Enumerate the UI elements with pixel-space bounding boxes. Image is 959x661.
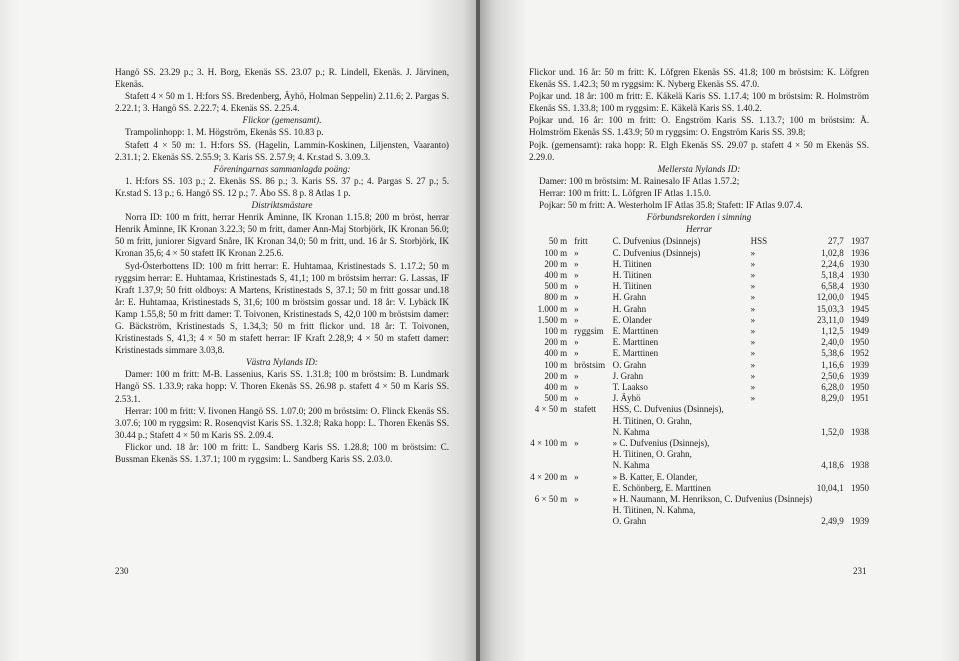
left-page-text (115, 66, 449, 465)
section-heading: Föreningarnas sammanlagda poäng: (213, 163, 351, 174)
record-holder: O. Grahn (612, 359, 647, 370)
relay-year: 1938 (851, 460, 869, 471)
record-event: » (574, 269, 579, 280)
record-time: 5,18,4 (821, 269, 844, 280)
record-year: 1939 (851, 370, 869, 381)
record-distance: 500 m (544, 393, 568, 404)
relay-club-and-team (613, 404, 812, 415)
section-heading: Mellersta Nylands ID: (657, 163, 741, 174)
record-distance: 1.000 m (537, 303, 568, 314)
spacer (529, 449, 571, 460)
relay-year: 1950 (851, 482, 869, 493)
record-event: » (574, 314, 579, 325)
record-time: 15,03,3 (816, 303, 844, 314)
record-club: » (750, 393, 756, 404)
section-heading: Flickor (gemensamt). (242, 115, 322, 126)
record-row (529, 360, 869, 371)
record-club: » (750, 303, 756, 314)
record-distance: 200 m (544, 337, 568, 348)
relay-team-line: H. Tiitinen, N. Kahma, (612, 505, 696, 516)
record-event: » (574, 247, 579, 258)
record-row (529, 371, 869, 382)
record-holder: H. Tiitinen (612, 281, 652, 292)
relay-club: HSS, (612, 404, 632, 415)
spacer (571, 416, 613, 427)
record-event: » (574, 370, 579, 381)
spacer (812, 494, 844, 505)
relay-team-line: N. Kahma (612, 426, 650, 437)
relay-team-line: B. Katter, E. Olander, (619, 471, 698, 482)
relay-row (529, 449, 869, 460)
record-distance: 400 m (544, 348, 568, 359)
spacer (812, 438, 844, 449)
record-year: 1950 (851, 337, 869, 348)
record-club: » (750, 258, 756, 269)
relay-club: » (612, 437, 618, 448)
record-holder: C. Dufvenius (Dsinnejs) (612, 236, 701, 247)
record-event: » (574, 381, 579, 392)
relay-team-line: H. Tiitinen, O. Grahn, (612, 415, 692, 426)
record-club: » (750, 370, 756, 381)
spacer (812, 449, 844, 460)
paragraph: Trampolinhopp: 1. M. Högström, Ekenäs SS. 10.83 p. (125, 127, 324, 138)
paragraph: Pojkar: 50 m fritt: A. Westerholm IF Atlas 35.8; Stafett: IF Atlas 9.07.4. (539, 200, 803, 211)
record-time: 6,58,4 (821, 281, 844, 292)
spacer (812, 416, 844, 427)
right-page-number: 231 (853, 566, 867, 576)
relay-row (529, 516, 869, 527)
record-event: » (574, 258, 579, 269)
spacer (844, 505, 869, 516)
paragraph: Flickor und. 16 år: 50 m fritt: K. Löfgren Ekenäs SS. 41.8; 100 m bröstsim: K. Löfgren Ekenäs SS. 1.42.3; 50 m ryggsim: K. Nyberg Ekenäs SS. 47.0. (529, 67, 869, 90)
record-time: 2,50,6 (821, 370, 844, 381)
record-club: » (750, 247, 756, 258)
record-holder: T. Laakso (612, 381, 648, 392)
right-paragraphs (529, 66, 869, 235)
record-year: 1952 (851, 348, 869, 359)
record-event: » (574, 303, 579, 314)
spacer (844, 404, 869, 415)
spacer (844, 494, 869, 505)
record-year: 1951 (851, 393, 869, 404)
relay-time: 1,52,0 (821, 426, 844, 437)
relay-row (529, 505, 869, 516)
record-time: 6,28,0 (821, 381, 844, 392)
section-heading: Distriktsmästare (251, 200, 313, 211)
record-year: 1936 (851, 247, 869, 258)
paragraph: Pojk. (gemensamt): raka hopp: R. Elgh Ekenäs SS. 29.07 p. stafett 4 × 50 m Ekenäs SS. 2.29.0. (529, 139, 869, 162)
record-year: 1949 (851, 314, 869, 325)
record-distance: 100 m (544, 325, 568, 336)
record-time: 2,40,0 (821, 337, 844, 348)
relay-team-line: C. Dufvenius (Dsinnejs), (619, 437, 710, 448)
record-row (529, 348, 869, 359)
relay-row (529, 416, 869, 427)
relay-team-line: C. Dufvenius (Dsinnejs), (633, 404, 724, 415)
relay-row (529, 404, 869, 415)
record-row (529, 337, 869, 348)
spacer (844, 472, 869, 483)
record-event: bröstsim (574, 359, 606, 370)
right-page-text (529, 66, 869, 528)
relay-distance: 4 × 50 m (534, 404, 568, 415)
relay-row (529, 427, 869, 438)
record-year: 1930 (851, 281, 869, 292)
spacer (844, 449, 869, 460)
record-holder: J. Äyhö (612, 393, 641, 404)
relay-team-line: N. Kahma (612, 460, 650, 471)
paragraph: Damer: 100 m fritt: M-B. Lassenius, Karis SS. 1.31.8; 100 m bröstsim: B. Lundmark Hangö SS. 1.33.9; raka hopp: V. Thoren Ekenäs SS. 26.98 p. stafett 4 × 50 m Karis SS. 2.53.1. (115, 369, 449, 404)
record-row (529, 393, 869, 404)
relay-team-line: H. Tiitinen, O. Grahn, (612, 449, 692, 460)
spacer (571, 483, 613, 494)
relay-row (529, 438, 869, 449)
spacer (812, 505, 844, 516)
spacer (529, 505, 571, 516)
record-holder: J. Grahn (612, 370, 644, 381)
relay-club: » (612, 471, 618, 482)
relay-row (529, 460, 869, 471)
paragraph: Flickor und. 18 år: 100 m fritt: L. Sandberg Karis SS. 1.28.8; 100 m bröstsim: C. Bussman Ekenäs SS. 1.37.1; 100 m ryggsim: L. Sandberg Karis SS. 2.03.0. (115, 441, 449, 464)
record-club: » (750, 348, 756, 359)
spacer (529, 516, 571, 527)
record-time: 27,7 (827, 236, 844, 247)
relay-team-line: E. Schönberg, E. Marttinen (612, 482, 711, 493)
record-club: » (750, 292, 756, 303)
record-holder: E. Olander (612, 314, 652, 325)
relay-club-and-team (613, 472, 812, 483)
relay-time: 4,18,6 (821, 460, 844, 471)
record-distance: 1.500 m (537, 314, 568, 325)
relay-row (529, 472, 869, 483)
relay-year: 1939 (851, 516, 869, 527)
paragraph: Stafett 4 × 50 m 1. H:fors SS. Bredenberg, Äyhö, Holman Seppelin) 2.11.6; 2. Pargas S. 2.22.1; 3. Hangö SS. 2.22.7; 4. Ekenäs SS. 2.25.4. (115, 91, 449, 114)
relay-event: stafett (574, 404, 597, 415)
record-time: 1,16,6 (821, 359, 844, 370)
record-club: » (750, 359, 756, 370)
record-row (529, 326, 869, 337)
relay-event: » (574, 493, 579, 504)
spacer (529, 483, 571, 494)
record-distance: 200 m (544, 258, 568, 269)
record-event: ryggsim (574, 325, 604, 336)
record-year: 1950 (851, 381, 869, 392)
paragraph: Hangö SS. 23.29 p.; 3. H. Borg, Ekenäs SS. 23.07 p.; R. Lindell, Ekenäs. J. Järvinen, Ekenäs. (115, 67, 449, 90)
record-holder: H. Grahn (612, 303, 647, 314)
record-row (529, 315, 869, 326)
record-time: 1,02,8 (821, 247, 844, 258)
section-heading: Västra Nylands ID: (246, 357, 318, 368)
record-holder: H. Tiitinen (612, 258, 652, 269)
relay-club: » (612, 493, 618, 504)
relay-distance: 4 × 200 m (530, 471, 568, 482)
record-holder: H. Tiitinen (612, 269, 652, 280)
record-time: 2,24,6 (821, 258, 844, 269)
relay-row (529, 494, 869, 505)
record-row (529, 281, 869, 292)
relay-row (529, 483, 869, 494)
record-time: 8,29,0 (821, 393, 844, 404)
paragraph: Stafett 4 × 50 m: 1. H:fors SS. (Hagelin, Lammin-Koskinen, Liljensten, Vaaranto) 2.31.1; 2. Ekenäs SS. 2.55.9; 3. Karis SS. 2.57.9; 4. Kr.stad S. 3.09.3. (115, 139, 449, 162)
spacer (529, 427, 571, 438)
record-club: » (750, 269, 756, 280)
record-distance: 500 m (544, 281, 568, 292)
record-row (529, 292, 869, 303)
record-row (529, 304, 869, 315)
relay-event: » (574, 471, 579, 482)
relay-team-line: O. Grahn (612, 516, 647, 527)
record-distance: 100 m (544, 247, 568, 258)
record-holder: E. Marttinen (612, 337, 659, 348)
record-time: 12,00,0 (816, 292, 844, 303)
left-page (0, 0, 477, 661)
record-time: 1,12,5 (821, 325, 844, 336)
relay-time: 2,49,9 (821, 516, 844, 527)
record-holder: E. Marttinen (612, 348, 659, 359)
relay-club-and-team (613, 438, 812, 449)
relay-team-line: H. Naumann, M. Henrikson, C. Dufvenius (Dsinnejs) (619, 493, 813, 504)
record-club: » (750, 281, 756, 292)
paragraph: Herrar: 100 m fritt: V. Iivonen Hangö SS. 1.07.0; 200 m bröstsim: O. Flinck Ekenäs SS. 3.07.6; 100 m ryggsim: R. Rosenqvist Karis SS. 1.32.8; Raka hopp: L. Thoren Ekenäs SS. 30.44 p.; Stafett 4 × 50 m Karis SS. 2.09.4. (115, 405, 449, 440)
spacer (571, 505, 613, 516)
spacer (844, 416, 869, 427)
spacer (529, 416, 571, 427)
record-year: 1939 (851, 359, 869, 370)
record-holder: E. Marttinen (612, 325, 659, 336)
relay-club-and-team (613, 494, 812, 505)
relay-distance: 6 × 50 m (534, 493, 568, 504)
record-row (529, 236, 869, 247)
record-club: » (750, 337, 756, 348)
record-club: » (750, 325, 756, 336)
spacer (571, 449, 613, 460)
record-year: 1945 (851, 292, 869, 303)
record-distance: 400 m (544, 269, 568, 280)
spacer (812, 404, 844, 415)
spacer (571, 460, 613, 471)
record-event: » (574, 292, 579, 303)
spacer (571, 427, 613, 438)
paragraph: Damer: 100 m bröstsim: M. Rainesalo IF Atlas 1.57.2; (539, 175, 740, 186)
record-row (529, 248, 869, 259)
record-club: » (750, 314, 756, 325)
record-event: » (574, 281, 579, 292)
relay-distance: 4 × 100 m (530, 437, 568, 448)
record-club: HSS (750, 236, 768, 247)
record-distance: 50 m (548, 236, 568, 247)
record-holder: C. Dufvenius (Dsinnejs) (612, 247, 701, 258)
paragraph: Pojkar und. 18 år: 100 m fritt: E. Käkelä Karis SS. 1.17.4; 100 m bröstsim: R. Holmström Ekenäs SS. 1.33.8; 100 m ryggsim: E. Käkelä Karis SS. 1.40.2. (529, 91, 869, 114)
record-event: fritt (574, 236, 588, 247)
record-club: » (750, 381, 756, 392)
relay-event: » (574, 437, 579, 448)
record-row (529, 270, 869, 281)
paragraph: Herrar: 100 m fritt: L. Löfgren IF Atlas 1.15.0. (539, 187, 711, 198)
record-row (529, 259, 869, 270)
record-year: 1937 (851, 236, 869, 247)
spacer (571, 516, 613, 527)
right-page (480, 0, 959, 661)
paragraph: 1. H:fors SS. 103 p.; 2. Ekenäs SS. 86 p.; 3. Karis SS. 37 p.; 4. Pargas S. 27 p.; 5. Kr.stad S. 13 p.; 6. Hangö SS. 12 p.; 7. Åbo SS. 8 p. 8 Atlas 1 p. (115, 175, 449, 198)
relay-year: 1938 (851, 426, 869, 437)
record-year: 1949 (851, 325, 869, 336)
record-distance: 400 m (544, 381, 568, 392)
spacer (844, 438, 869, 449)
record-distance: 100 m (544, 359, 568, 370)
record-row (529, 382, 869, 393)
records-table (529, 236, 869, 527)
record-distance: 800 m (544, 292, 568, 303)
spacer (812, 472, 844, 483)
record-year: 1930 (851, 258, 869, 269)
record-time: 23,11,0 (817, 314, 844, 325)
paragraph: Norra ID: 100 m fritt, herrar Henrik Åminne, IK Kronan 1.15.8; 200 m bröst, herrar Henrik Åminne, IK Kronan 3.22.3; 50 m fritt, damer Ann-Maj Storbjörk, IK Kronan 56.0; 50 m fritt, juniorer Sigvard Snåre, IK Kronan 34,0; 50 m fritt, und. 16 år S. Storbjörk, IK Kronan 35,6; 4 × 50 stafett IK Kronan 2.25.6. (115, 212, 449, 259)
record-year: 1945 (851, 303, 869, 314)
record-holder: H. Grahn (612, 292, 647, 303)
section-heading: Herrar (685, 224, 713, 235)
paragraph: Pojkar und. 16 år: 100 m fritt: O. Engström Karis SS. 1.13.7; 100 m bröstsim: Å. Holmström Ekenäs SS. 1.43.9; 50 m ryggsim: O. Engström Karis SS. 39.8; (529, 115, 869, 138)
section-heading: Förbundsrekorden i simning (646, 212, 752, 223)
left-page-number: 230 (115, 566, 129, 576)
record-time: 5,38,6 (821, 348, 844, 359)
record-year: 1930 (851, 269, 869, 280)
record-event: » (574, 337, 579, 348)
record-event: » (574, 348, 579, 359)
paragraph: Syd-Österbottens ID: 100 m fritt herrar: E. Huhtamaa, Kristinestads S. 1.17.2; 50 m ryggsim herrar: E. Huhtamaa, Kristinestads S, 41,1; 100 m bröstsim herrar: G. Lassas, IF Kraft 1.37,9; 50 fritt oldboys: A Martens, Kristinestads S, 37.1; 50 m fritt gossar und.18 år: E. Huhtamaa, Kristinestads S, 31,6; 100 m bröstsim gossar und. 18 år: V. Lybäck IK Kamp 1.55,8; 50 m fritt damer: T. Toivonen, Kristinestads S, 42,0 100 m bröstsim damer: G. Bäckström, Kristinestads S, 1.34,3; 50 m fritt flickor und. 18 år: T. Toivonen, Kristinestads S, 41,3; 4 × 50 m stafett herrar: IF Kraft 2.28,9; 4 × 50 m stafett damer: Kristinestads simmare 3.03,8. (115, 260, 449, 356)
spacer (529, 460, 571, 471)
record-event: » (574, 393, 579, 404)
record-distance: 200 m (544, 370, 568, 381)
relay-time: 10,04,1 (816, 482, 844, 493)
